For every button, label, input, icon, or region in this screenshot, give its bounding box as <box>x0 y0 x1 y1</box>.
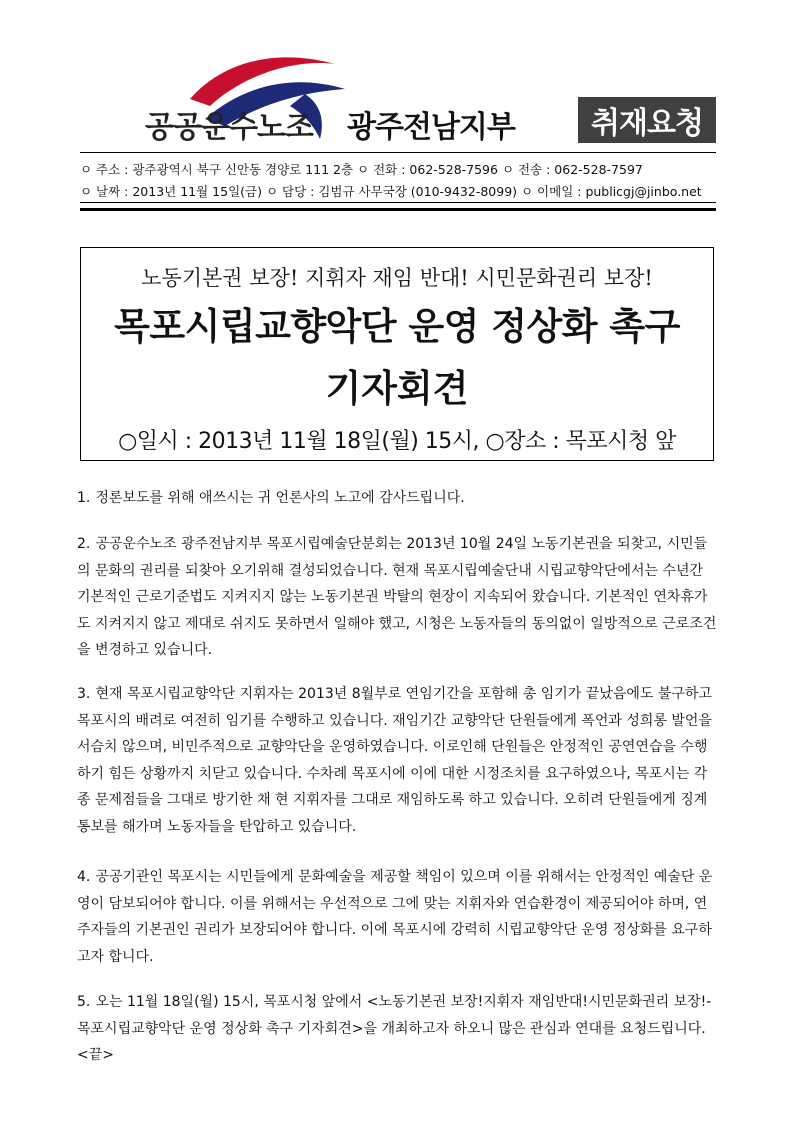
union-name: 공공운수노조 <box>145 110 313 145</box>
title-line-2: 기자회견 <box>325 367 469 410</box>
paragraph-text: 공공운수노조 광주전남지부 목포시립예술단분회는 2013년 10월 24일 노동기본권을 되찾고, 시민들의 문화의 권리를 되찾아 오기위해 결성되었습니다. 현재 목포시립예술단내 시립교향악단에서는 수년간 기본적인 근로기준법도 지켜지지 않는 노동기본권 박탈의 현장이 지속되어 왔습니다. 기본적인 연차휴가도 지켜지지 않고 제대로 쉬지도 못하면서 일해야 했고, 시청은 노동자들의 동의없이 일방적으로 근로조건을 변경하고 있습니다. <box>77 536 717 658</box>
headline-box <box>80 247 714 461</box>
paragraph-text: 오는 11월 18일(월) 15시, 목포시청 앞에서 <노동기본권 보장!지휘자 재임반대!시민문화권리 보장!-목포시립교향악단 운영 정상화 촉구 기자회견>을 개최하고자 하오니 많은 관심과 연대를 요청드립니다. <끝> <box>77 994 712 1063</box>
header-divider <box>80 152 716 153</box>
paragraph-number: 3. <box>77 686 91 702</box>
body-paragraph-3 <box>77 681 719 840</box>
paragraph-number: 4. <box>77 869 91 885</box>
paragraph-text: 현재 목포시립교향악단 지휘자는 2013년 8월부로 연임기간을 포함해 총 임기가 끝났음에도 불구하고 목포시의 배려로 여전히 임기를 수행하고 있습니다. 재임기간 교향악단 단원들에게 폭언과 성희롱 발언을 서슴치 않으며, 비민주적으로 교향악단을 운영하였습니다. 이로인해 단원들은 안정적인 공연연습을 수행하기 힘든 상황까지 치닫고 있습니다. 수차례 목포시에 이에 대한 시정조치를 요구하였으나, 목포시는 각종 문제점들을 그대로 방기한 채 현 지휘자를 그대로 재임하도록 하고 있습니다. 오히려 단원들에게 징계통보를 해가며 노동자들을 탄압하고 있습니다. <box>77 686 712 835</box>
body-paragraph-4 <box>77 864 719 970</box>
slogan: 노동기본권 보장! 지휘자 재임 반대! 시민문화권리 보장! <box>141 266 653 290</box>
paragraph-text: 공공기관인 목포시는 시민들에게 문화예술을 제공할 책임이 있으며 이를 위해서는 안정적인 예술단 운영이 담보되어야 합니다. 이를 위해서는 우선적으로 그에 맞는 지휘자와 연습환경이 제공되어야 하며, 연주자들의 기본권인 권리가 보장되어야 합니다. 이에 목포시에 강력히 시립교향악단 운영 정상화를 요구하고자 합니다. <box>77 869 713 965</box>
body-paragraph-2 <box>77 531 719 664</box>
paragraph-number: 2. <box>77 536 91 552</box>
event-info: ○일시 : 2013년 11월 18일(월) 15시, ○장소 : 목포시청 앞 <box>118 429 676 454</box>
body-paragraph-5 <box>77 989 719 1069</box>
body-paragraph-1 <box>77 485 719 512</box>
contact-address-line: ㅇ 주소 : 광주광역시 북구 신안동 경양로 111 2층 ㅇ 전화 : 062-528-7596 ㅇ 전송 : 062-528-7597 <box>80 162 643 177</box>
paragraph-number: 5. <box>77 994 91 1010</box>
title-line-1: 목포시립교향악단 운영 정상화 촉구 <box>114 305 680 348</box>
paragraph-number: 1. <box>77 490 91 506</box>
contact-date-line: ㅇ 날짜 : 2013년 11월 15일(금) ㅇ 담당 : 김범규 사무국장 (010-9432-8099) ㅇ 이메일 : publicgj@jinbo.net <box>80 184 702 199</box>
contact-divider-thin <box>80 202 716 203</box>
branch-name: 광주전남지부 <box>347 110 515 145</box>
contact-divider-thick <box>80 208 716 211</box>
paragraph-text: 정론보도를 위해 애쓰시는 귀 언론사의 노고에 감사드립니다. <box>95 490 465 506</box>
press-request-badge: 취재요청 <box>578 97 716 143</box>
